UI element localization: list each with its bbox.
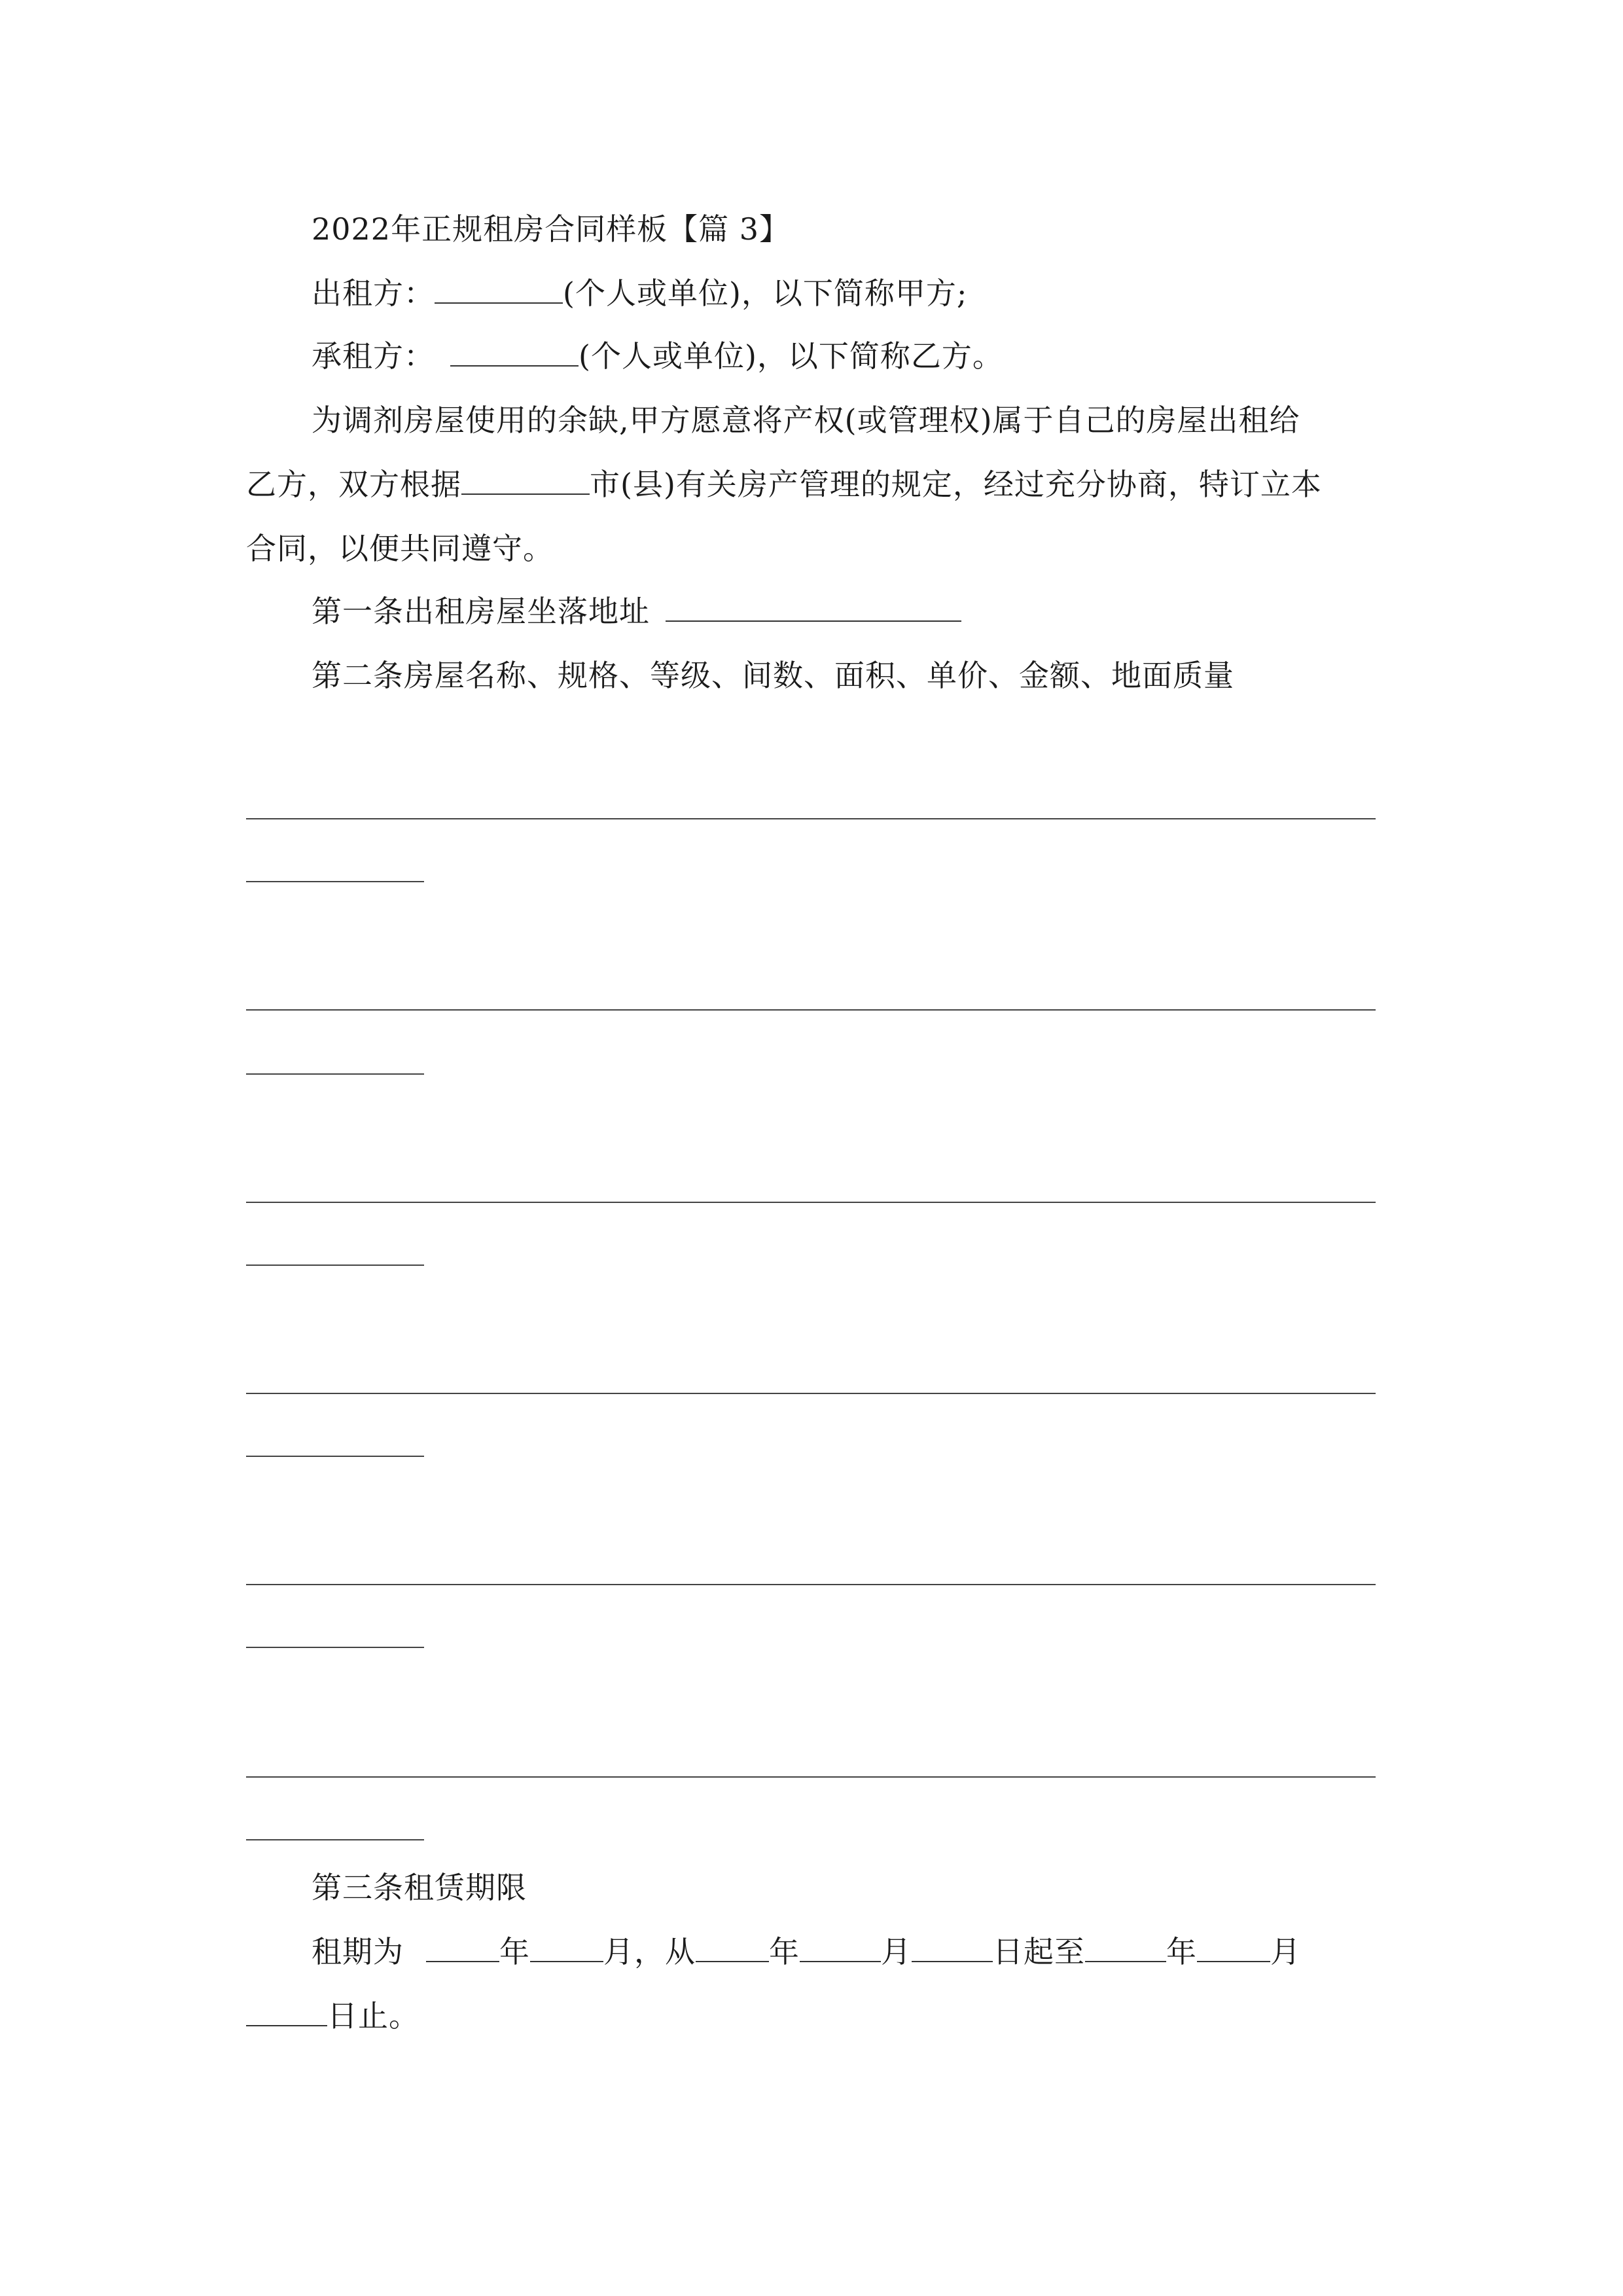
fill-line-long[interactable] bbox=[246, 1584, 1376, 1585]
fill-line-long[interactable] bbox=[246, 1393, 1376, 1394]
paragraph-1-line-3: 合同，以便共同遵守。 bbox=[246, 531, 554, 566]
fill-line-long[interactable] bbox=[246, 818, 1376, 819]
lease-term-line: 租期为 年 月，从 年 月 日起至 年 月 bbox=[312, 1934, 1301, 1969]
fill-line-short[interactable] bbox=[246, 1647, 424, 1648]
fill-line-short[interactable] bbox=[246, 1456, 424, 1457]
start-month-blank-a[interactable] bbox=[530, 1935, 603, 1962]
paragraph-1-line-2: 乙方，双方根据 市(县)有关房产管理的规定，经过充分协商，特订立本 bbox=[246, 467, 1322, 502]
article-2: 第二条房屋名称、规格、等级、间数、面积、单价、金额、地面质量 bbox=[312, 658, 1234, 693]
fill-line-short[interactable] bbox=[246, 1073, 424, 1075]
lessor-line: 出租方： (个人或单位)，以下简称甲方; bbox=[312, 276, 968, 311]
document-title: 2022年正规租房合同样板【篇 3】 bbox=[312, 211, 790, 247]
start-year-blank-a[interactable] bbox=[426, 1935, 499, 1962]
fill-line-short[interactable] bbox=[246, 1839, 424, 1840]
fill-line-long[interactable] bbox=[246, 1009, 1376, 1011]
lessee-line: 承租方： (个人或单位)，以下简称乙方。 bbox=[312, 338, 1003, 374]
city-blank[interactable] bbox=[461, 467, 590, 495]
fill-line-long[interactable] bbox=[246, 1202, 1376, 1203]
fill-line-long[interactable] bbox=[246, 1776, 1376, 1778]
to-day-blank[interactable] bbox=[246, 1999, 327, 2026]
article-1: 第一条出租房屋坐落地址 bbox=[312, 593, 961, 630]
article-3: 第三条租赁期限 bbox=[312, 1870, 527, 1905]
lessor-blank[interactable] bbox=[435, 276, 563, 304]
from-month-blank[interactable] bbox=[800, 1935, 881, 1962]
fill-line-short[interactable] bbox=[246, 881, 424, 882]
from-year-blank[interactable] bbox=[696, 1935, 769, 1962]
address-blank[interactable] bbox=[666, 594, 961, 622]
from-day-blank[interactable] bbox=[912, 1935, 993, 1962]
to-month-blank[interactable] bbox=[1197, 1935, 1270, 1962]
to-year-blank[interactable] bbox=[1085, 1935, 1166, 1962]
lease-term-end-line: 日止。 bbox=[246, 1998, 419, 2034]
paragraph-1-line-1: 为调剂房屋使用的余缺,甲方愿意将产权(或管理权)属于自己的房屋出租给 bbox=[312, 403, 1300, 438]
fill-line-short[interactable] bbox=[246, 1265, 424, 1266]
lessee-blank[interactable] bbox=[450, 339, 579, 367]
